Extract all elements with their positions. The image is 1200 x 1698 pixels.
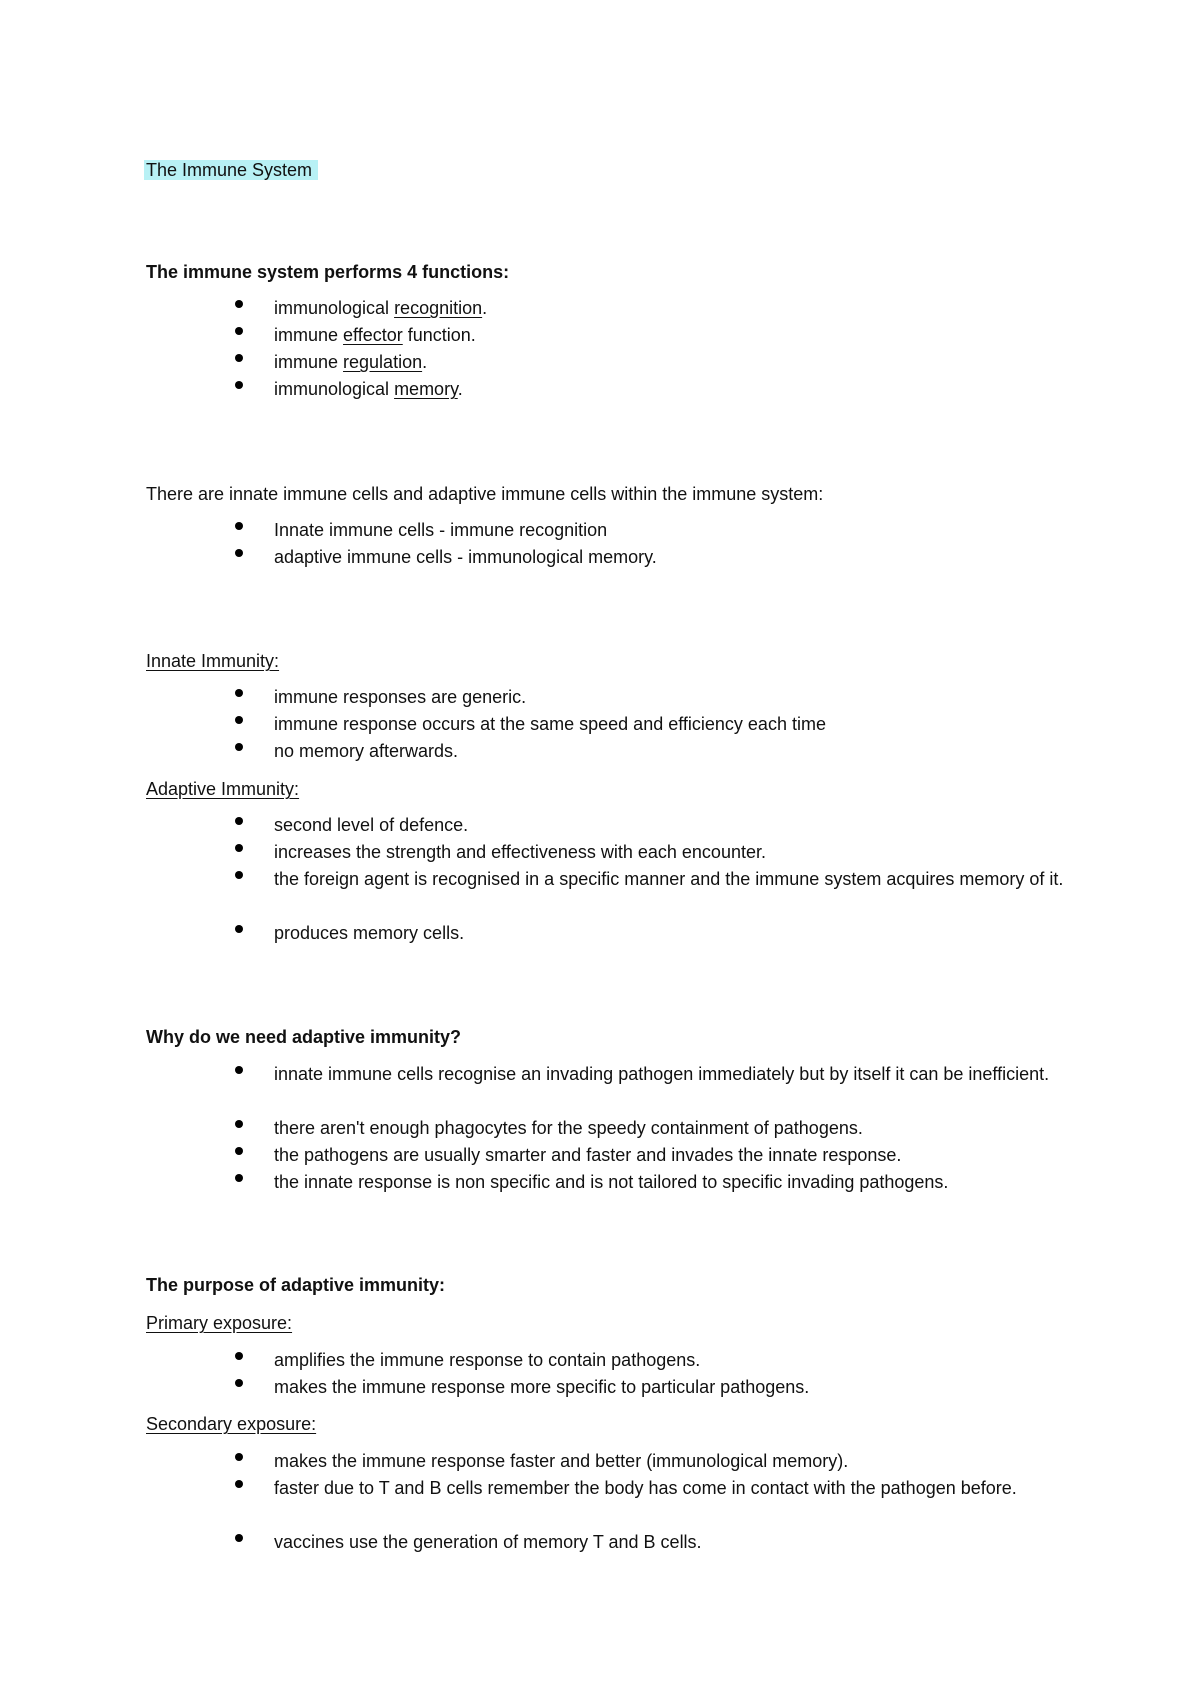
bullet-icon: [235, 1147, 243, 1155]
list-item: immune response occurs at the same speed and efficiency each time: [274, 714, 826, 734]
bullet-icon: [235, 327, 243, 335]
list-item: the foreign agent is recognised in a specific manner and the immune system acquires memory of it.: [274, 869, 1064, 889]
bullet-icon: [235, 743, 243, 751]
list-item: immune regulation.: [274, 352, 428, 372]
bullet-icon: [235, 381, 243, 389]
functions-heading: The immune system performs 4 functions:: [146, 262, 510, 282]
list-item: immunological recognition.: [274, 298, 488, 318]
bullet-icon: [235, 925, 243, 933]
bullet-icon: [235, 871, 243, 879]
bullet-icon: [235, 1352, 243, 1360]
bullet-icon: [235, 354, 243, 362]
list-item: no memory afterwards.: [274, 741, 459, 761]
list-item: produces memory cells.: [274, 923, 465, 943]
list-item: increases the strength and effectiveness with each encounter.: [274, 842, 766, 862]
list-item: immunological memory.: [274, 379, 463, 399]
bullet-icon: [235, 300, 243, 308]
list-item: innate immune cells recognise an invading pathogen immediately but by itself it can be inefficient.: [274, 1064, 1050, 1084]
list-item: faster due to T and B cells remember the body has come in contact with the pathogen before.: [274, 1478, 1017, 1498]
bullet-icon: [235, 716, 243, 724]
cells-intro: There are innate immune cells and adaptive immune cells within the immune system:: [146, 484, 824, 504]
list-item: the innate response is non specific and is not tailored to specific invading pathogens.: [274, 1172, 949, 1192]
bullet-icon: [235, 1174, 243, 1182]
bullet-icon: [235, 1379, 243, 1387]
innate-heading: Innate Immunity:: [146, 651, 280, 671]
bullet-icon: [235, 1453, 243, 1461]
bullet-icon: [235, 522, 243, 530]
list-item: vaccines use the generation of memory T and B cells.: [274, 1532, 702, 1552]
bullet-icon: [235, 1480, 243, 1488]
list-item: there aren't enough phagocytes for the speedy containment of pathogens.: [274, 1118, 863, 1138]
bullet-icon: [235, 844, 243, 852]
bullet-icon: [235, 1534, 243, 1542]
list-item: amplifies the immune response to contain pathogens.: [274, 1350, 701, 1370]
purpose-heading: The purpose of adaptive immunity:: [146, 1275, 446, 1295]
list-item: second level of defence.: [274, 815, 469, 835]
list-item: immune responses are generic.: [274, 687, 527, 707]
list-item: Innate immune cells - immune recognition: [274, 520, 608, 540]
list-item: makes the immune response more specific to particular pathogens.: [274, 1377, 810, 1397]
why-heading: Why do we need adaptive immunity?: [146, 1027, 462, 1047]
list-item: makes the immune response faster and better (immunological memory).: [274, 1451, 849, 1471]
bullet-icon: [235, 817, 243, 825]
primary-heading: Primary exposure:: [146, 1313, 293, 1333]
bullet-icon: [235, 689, 243, 697]
title-highlight: The Immune System: [144, 160, 318, 180]
list-item: immune effector function.: [274, 325, 476, 345]
secondary-heading: Secondary exposure:: [146, 1414, 317, 1434]
bullet-icon: [235, 549, 243, 557]
adaptive-heading: Adaptive Immunity:: [146, 779, 300, 799]
list-item: adaptive immune cells - immunological memory.: [274, 547, 657, 567]
document-title: [146, 157, 318, 183]
bullet-icon: [235, 1066, 243, 1074]
list-item: the pathogens are usually smarter and faster and invades the innate response.: [274, 1145, 902, 1165]
bullet-icon: [235, 1120, 243, 1128]
